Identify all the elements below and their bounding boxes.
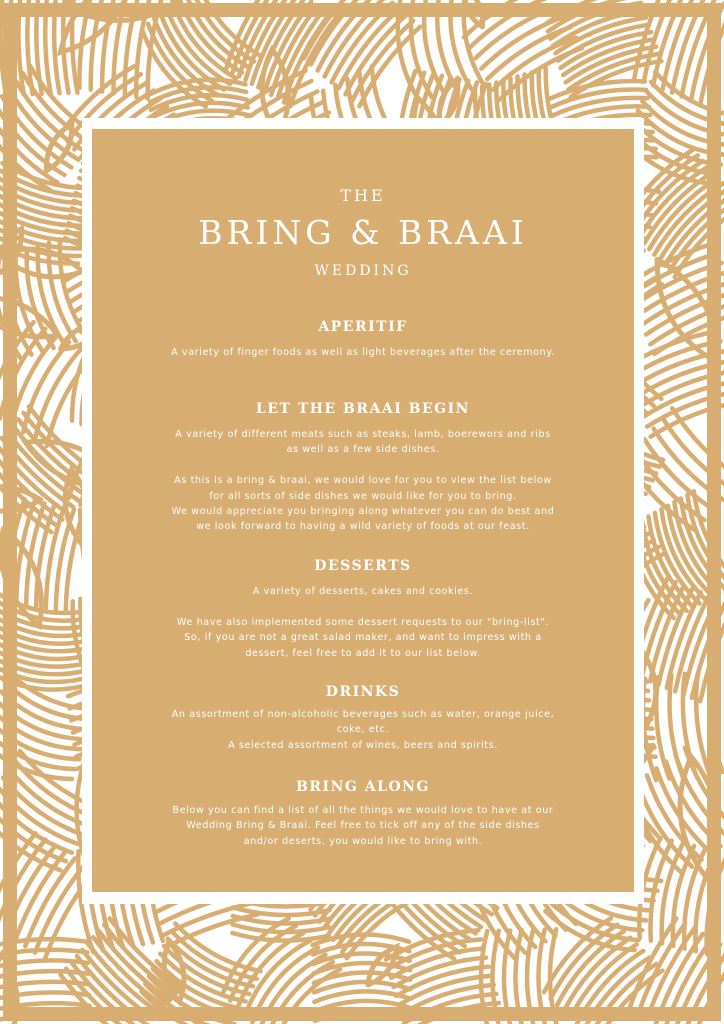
- section-text-desserts: [162, 584, 564, 661]
- section-line: A variety of finger foods as well as light beverages after the ceremony.: [171, 347, 555, 358]
- section-line: A variety of different meats such as steaks, lamb, boerewors and ribs: [175, 429, 551, 440]
- section-line: and/or deserts, you would like to bring with.: [243, 835, 483, 847]
- section-line: [162, 599, 564, 614]
- section-title-aperitif: APERITIF: [318, 319, 408, 335]
- section-line: So, if you are not a great salad maker, and want to impress with a: [184, 632, 542, 644]
- header-the: THE: [340, 186, 386, 205]
- section-line: An assortment of non-alcoholic beverages such as water, orange juice,: [171, 709, 555, 720]
- section-line: [162, 458, 564, 473]
- section-line: A variety of desserts, cakes and cookies.: [252, 586, 474, 597]
- section-line: as well as a few side dishes.: [286, 444, 440, 456]
- section-line: for all sorts of side dishes we would like for you to bring.: [209, 490, 517, 502]
- section-text-drinks: [162, 707, 564, 753]
- header-subtitle: WEDDING: [314, 263, 412, 279]
- section-text-bring-along: [162, 803, 564, 849]
- section-line: Wedding Bring & Braai. Feel free to tick off any of the side dishes: [186, 820, 540, 832]
- section-line: As this is a bring & braai, we would love for you to view the list below: [174, 475, 552, 487]
- section-title-desserts: DESSERTS: [314, 558, 412, 574]
- section-line: We would appreciate you bringing along whatever you can do best and: [171, 506, 555, 518]
- section-title-drinks: DRINKS: [325, 684, 401, 700]
- section-title-braai: LET THE BRAAI BEGIN: [256, 401, 470, 417]
- page-title: BRING & BRAAI: [198, 213, 528, 252]
- section-line: Below you can find a list of all the things we would love to have at our: [172, 805, 554, 816]
- section-line: A selected assortment of wines, beers and spirits.: [228, 739, 498, 751]
- menu-card: [92, 129, 634, 892]
- section-title-bring-along: BRING ALONG: [296, 779, 430, 795]
- section-line: we look forward to having a wild variety of foods at our feast.: [196, 521, 530, 533]
- section-line: We have also implemented some dessert requests to our "bring-list".: [176, 616, 550, 628]
- section-line: coke, etc.: [336, 724, 390, 736]
- section-text-braai: [162, 427, 564, 535]
- section-text-aperitif: [162, 345, 564, 360]
- section-line: dessert, feel free to add it to our list below.: [245, 647, 481, 659]
